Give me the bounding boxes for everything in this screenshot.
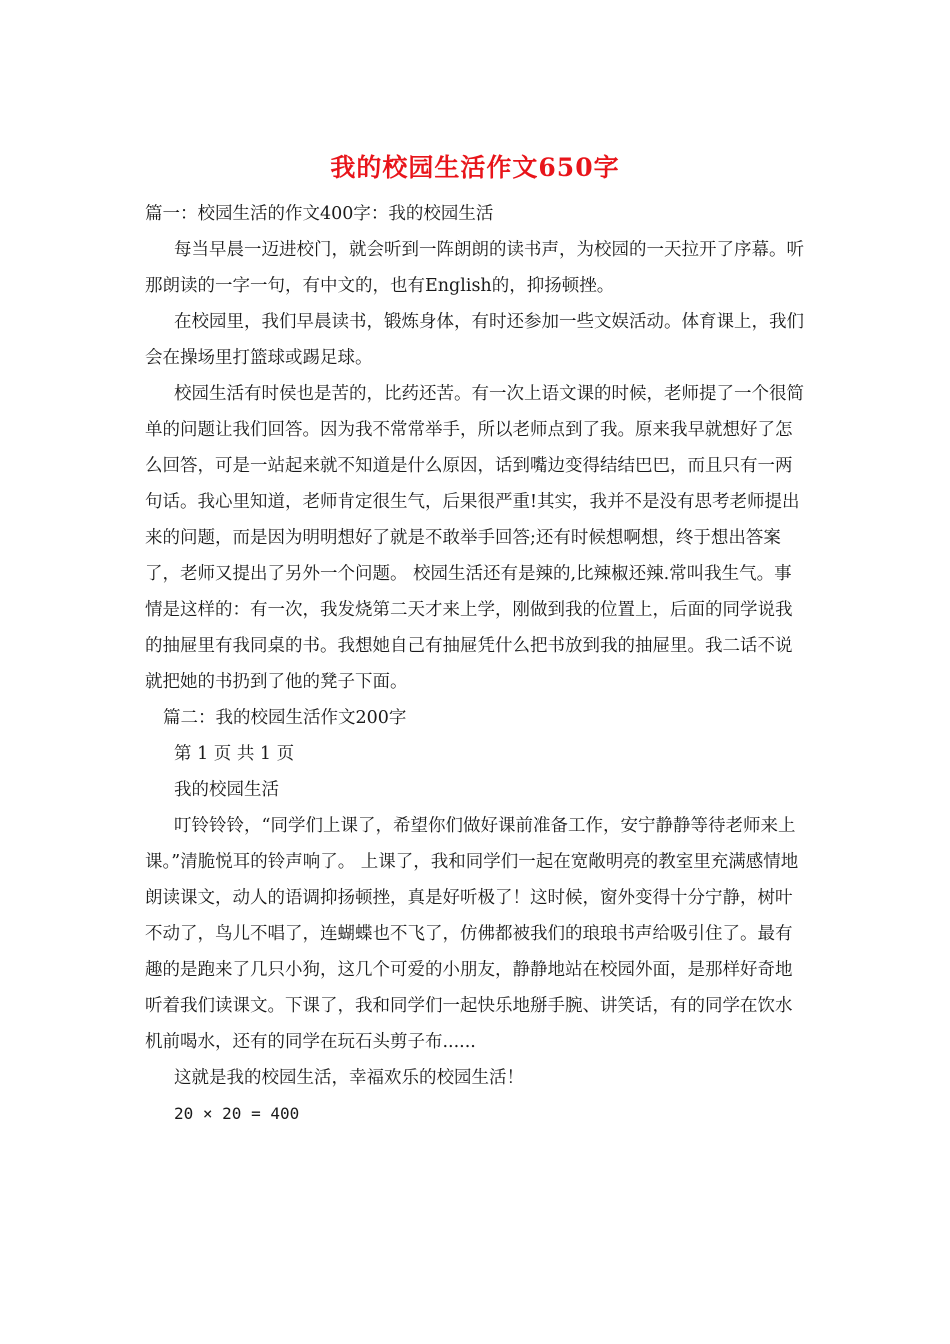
page-footer-text: 第 1 页 共 1 页 xyxy=(174,744,295,764)
paragraph: 这就是我的校园生活，幸福欢乐的校园生活！ xyxy=(174,1068,524,1088)
paragraph: 叮铃铃铃，“同学们上课了，希望你们做好课前准备工作，安宁静静等待老师来上课。”清脆悦耳的铃声响了。 上课了，我和同学们一起在宽敞明亮的教室里充满感情地朗读课文，动人的语调抑扬顿挫，真是好听极了！这时候，窗外变得十分宁静，树叶不动了，鸟儿不唱了，连蝴蝶也不飞了，仿佛都被我们的琅琅书声给吸引住了。最有趣的是跑来了几只小狗，这几个可爱的小朋友，静静地站在校园外面，是那样好奇地听着我们读课文。下课了，我和同学们一起快乐地掰手腕、讲笑话，有的同学在饮水机前喝水，还有的同学在玩石头剪子布...... xyxy=(145,816,799,1052)
subtitle: 我的校园生活 xyxy=(174,780,279,800)
document-body xyxy=(145,196,805,1132)
paragraph: 每当早晨一迈进校门，就会听到一阵朗朗的读书声，为校园的一天拉开了序幕。听那朗读的一字一句，有中文的，也有English的，抑扬顿挫。 xyxy=(145,240,804,296)
section-heading-2: 篇二：我的校园生活作文200字 xyxy=(163,708,407,728)
paragraph: 在校园里，我们早晨读书，锻炼身体，有时还参加一些文娱活动。体育课上，我们会在操场里打篮球或踢足球。 xyxy=(145,312,804,368)
paragraph: 校园生活有时侯也是苦的，比药还苦。有一次上语文课的时候，老师提了一个很简单的问题让我们回答。因为我不常常举手，所以老师点到了我。原来我早就想好了怎么回答，可是一站起来就不知道是什么原因，话到嘴边变得结结巴巴，而且只有一两句话。我心里知道，老师肯定很生气，后果很严重!其实，我并不是没有思考老师提出来的问题，而是因为明明想好了就是不敢举手回答;还有时候想啊想，终于想出答案了，老师又提出了另外一个问题。 校园生活还有是辣的,比辣椒还辣.常叫我生气。事情是这样的：有一次，我发烧第二天才来上学，刚做到我的位置上，后面的同学说我的抽屉里有我同桌的书。我想她自己有抽屉凭什么把书放到我的抽屉里。我二话不说就把她的书扔到了他的凳子下面。 xyxy=(145,384,804,692)
section-heading-1: 篇一：校园生活的作文400字：我的校园生活 xyxy=(145,204,494,224)
word-count-note: 20 × 20 = 400 xyxy=(174,1104,300,1123)
document-title: 我的校园生活作文650字 xyxy=(330,153,620,182)
